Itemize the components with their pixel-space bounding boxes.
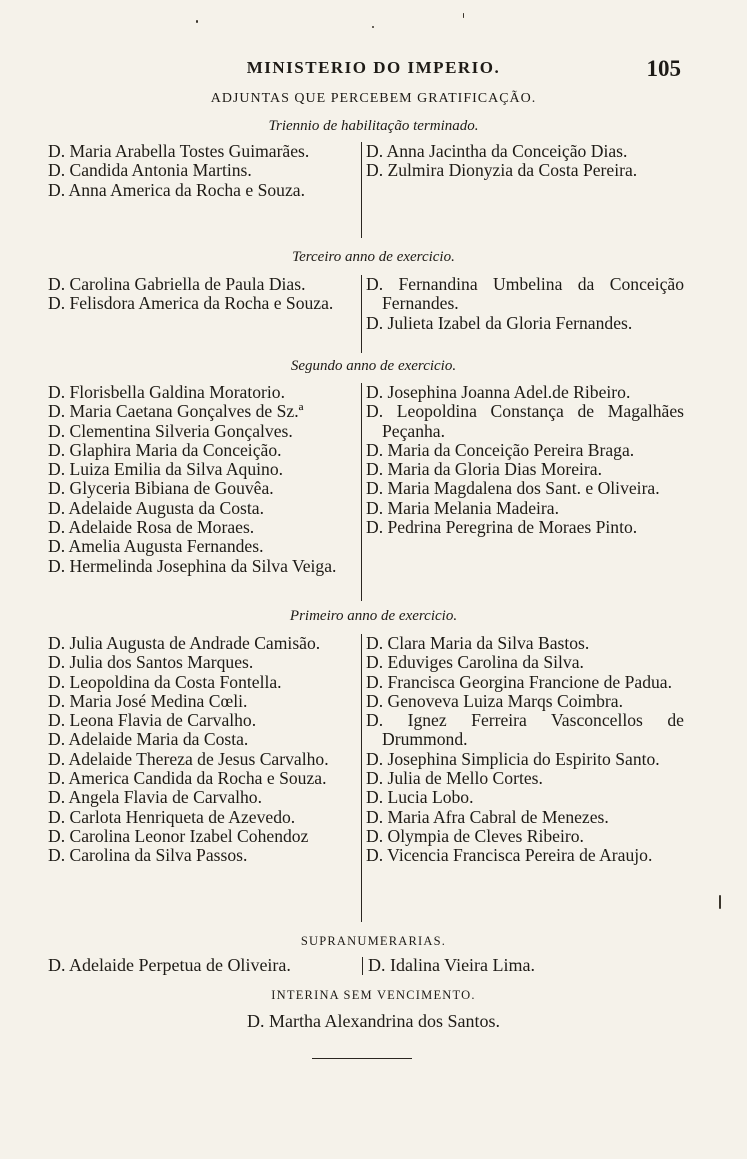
list-item: D. Carolina Leonor Izabel Cohendoz [48,825,309,846]
list-item: D. Olympia de Cleves Ribeiro. [366,825,584,846]
page-number: 105 [646,56,681,81]
list-item: D. Adelaide Maria da Costa. [48,729,249,750]
right-column [366,275,684,333]
left-column [48,634,360,866]
scan-speck [719,895,721,909]
list-item: D. Maria da Gloria Dias Moreira. [366,459,602,480]
list-item: D. Maria Melania Madeira. [366,497,559,518]
list-item: D. Luiza Emilia da Silva Aquino. [48,459,284,480]
list-item: D. Adelaide Thereza de Jesus Carvalho. [48,748,329,769]
list-item: D. Anna America da Rocha e Souza. [48,179,305,200]
list-item: D. Pedrina Peregrina de Moraes Pinto. [366,517,638,538]
list-item: D. Leopoldina da Costa Fontella. [48,671,282,692]
section-heading-triennio: Triennio de habilitação terminado. [268,118,479,134]
list-item: D. Julia dos Santos Marques. [48,652,254,673]
list-item: D. Felisdora America da Rocha e Souza. [48,293,334,314]
list-item: D. Ignez Ferreira Vasconcellos de Drummond. [366,710,684,750]
list-item: D. Carlota Henriqueta de Azevedo. [48,806,296,827]
list-item: D. Carolina da Silva Passos. [48,845,248,866]
interina-heading: INTERINA SEM VENCIMENTO. [271,988,476,1002]
list-item: D. Maria Magdalena dos Sant. e Oliveira. [366,478,660,499]
page-subtitle: ADJUNTAS QUE PERCEBEM GRATIFICAÇÃO. [210,91,537,106]
page-title: MINISTERIO DO IMPERIO. [246,58,501,77]
list-item: D. Glyceria Bibiana de Gouvêa. [48,478,274,499]
scan-speck [463,13,464,18]
column-divider [361,634,362,922]
left-column [48,142,360,200]
section-triennio [48,142,688,240]
right-column [366,383,684,537]
section-heading-primeiro: Primeiro anno de exercicio. [289,608,458,624]
list-item: D. Fernandina Umbelina da Conceição Fernandes. [366,274,684,314]
scan-speck [196,20,198,23]
interina-name: D. Martha Alexandrina dos Santos. [247,1011,500,1031]
list-item: D. Angela Flavia de Carvalho. [48,787,263,808]
list-item: D. Julia de Mello Cortes. [366,768,543,789]
list-item: D. Adelaide Rosa de Moraes. [48,517,255,538]
list-item: D. Anna Jacintha da Conceição Dias. [366,141,628,161]
list-item: D. Josephina Simplicia do Espirito Santo. [366,748,660,769]
supranumerarias-heading: SUPRANUMERARIAS. [300,934,447,948]
section-heading-segundo: Segundo anno de exercicio. [290,358,457,374]
left-column [48,275,360,314]
list-item: D. Carolina Gabriella de Paula Dias. [48,274,306,294]
list-item: D. Hermelinda Josephina da Silva Veiga. [48,555,337,576]
list-item: D. Francisca Georgina Francione de Padua. [366,671,673,692]
list-item: D. Zulmira Dionyzia da Costa Pereira. [366,160,638,181]
list-item: D. America Candida da Rocha e Souza. [48,768,327,789]
scan-speck [372,26,374,28]
list-item: D. Leopoldina Constança de Magalhães Peçanha. [366,401,684,441]
column-divider [361,142,362,238]
closing-rule [312,1058,412,1059]
list-item: D. Adelaide Perpetua de Oliveira. [48,955,291,975]
list-item: D. Genoveva Luiza Marqs Coimbra. [366,690,623,711]
section-terceiro [48,275,688,355]
list-item: D. Clementina Silveria Gonçalves. [48,420,293,441]
list-item: D. Eduviges Carolina da Silva. [366,652,584,673]
section-primeiro [48,634,688,924]
list-item: D. Vicencia Francisca Pereira de Araujo. [366,845,653,866]
left-column [48,383,360,576]
list-item: D. Leona Flavia de Carvalho. [48,710,257,731]
list-item: D. Maria Afra Cabral de Menezes. [366,806,609,827]
section-segundo [48,383,688,605]
right-column [366,142,684,181]
list-item: D. Maria José Medina Cœli. [48,690,248,711]
list-item: D. Maria da Conceição Pereira Braga. [366,439,635,460]
list-item: D. Julia Augusta de Andrade Camisão. [48,633,321,653]
list-item: D. Josephina Joanna Adel.de Ribeiro. [366,382,631,402]
column-divider [361,383,362,601]
list-item: D. Lucia Lobo. [366,787,474,808]
column-divider [362,957,363,975]
list-item: D. Julieta Izabel da Gloria Fernandes. [366,312,633,333]
running-head [0,56,747,86]
column-divider [361,275,362,353]
list-item: D. Amelia Augusta Fernandes. [48,536,264,557]
list-item: D. Clara Maria da Silva Bastos. [366,633,590,653]
list-item: D. Adelaide Augusta da Costa. [48,497,264,518]
list-item: D. Maria Arabella Tostes Guimarães. [48,141,310,161]
list-item: D. Florisbella Galdina Moratorio. [48,382,285,402]
section-heading-terceiro: Terceiro anno de exercicio. [292,249,455,265]
list-item: D. Glaphira Maria da Conceição. [48,439,282,460]
right-column [366,634,684,866]
list-item: D. Maria Caetana Gonçalves de Sz.ª [48,401,304,422]
list-item: D. Idalina Vieira Lima. [368,955,536,975]
list-item: D. Candida Antonia Martins. [48,160,252,181]
